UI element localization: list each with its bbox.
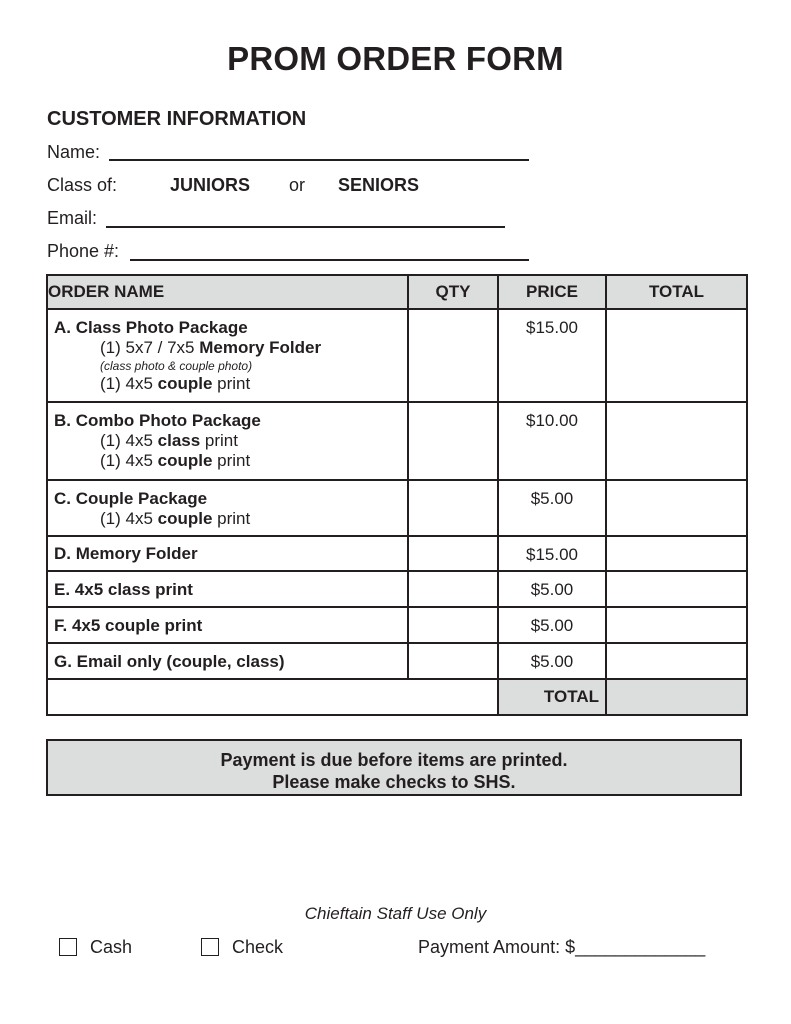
item-name-cell [47, 643, 408, 679]
qty-cell[interactable] [408, 536, 498, 571]
table-row [47, 643, 747, 679]
item-title: G. Email only (couple, class) [54, 652, 285, 671]
price-cell: $5.00 [498, 571, 606, 607]
price-cell: $5.00 [498, 480, 606, 536]
class-label: Class of: [47, 175, 118, 195]
qty-cell[interactable] [408, 607, 498, 643]
table-row [47, 571, 747, 607]
staff-use-heading: Chieftain Staff Use Only [304, 904, 487, 923]
total-cell[interactable] [606, 643, 747, 679]
item-note: (class photo & couple photo) [100, 359, 253, 373]
table-row [47, 402, 747, 480]
name-label: Name: [47, 142, 101, 162]
price-cell: $15.00 [498, 536, 606, 571]
cash-label: Cash [90, 937, 133, 957]
item-title: C. Couple Package [54, 489, 208, 508]
email-field[interactable] [106, 226, 505, 228]
item-line: (1) 4x5 couple print [100, 451, 251, 470]
item-line: (1) 5x7 / 7x5 Memory Folder [100, 338, 322, 357]
order-table [46, 274, 748, 716]
price-cell: $5.00 [498, 643, 606, 679]
grand-total-cell[interactable] [606, 679, 747, 715]
item-name-cell [47, 309, 408, 402]
grand-total-label: TOTAL [498, 679, 606, 715]
qty-cell[interactable] [408, 643, 498, 679]
table-row [47, 536, 747, 571]
total-cell[interactable] [606, 402, 747, 480]
page-title: PROM ORDER FORM [227, 40, 564, 77]
total-cell[interactable] [606, 607, 747, 643]
header-order-name: ORDER NAME [47, 275, 408, 309]
total-cell[interactable] [606, 536, 747, 571]
seniors-option[interactable]: SENIORS [338, 175, 420, 195]
phone-label: Phone #: [47, 241, 120, 261]
cash-checkbox[interactable] [59, 938, 77, 956]
total-row-blank [47, 679, 498, 715]
header-price: PRICE [498, 275, 606, 309]
item-name-cell [47, 571, 408, 607]
table-row [47, 480, 747, 536]
qty-cell[interactable] [408, 402, 498, 480]
item-name-cell [47, 402, 408, 480]
total-cell[interactable] [606, 480, 747, 536]
item-line: (1) 4x5 couple print [100, 374, 251, 393]
payment-notice [46, 739, 742, 796]
total-row [47, 679, 747, 715]
item-title: D. Memory Folder [54, 544, 198, 563]
item-name-cell [47, 607, 408, 643]
total-cell[interactable] [606, 309, 747, 402]
customer-information-heading: CUSTOMER INFORMATION [47, 108, 307, 130]
class-or-text: or [289, 175, 306, 195]
juniors-option[interactable]: JUNIORS [170, 175, 251, 195]
payment-notice-line-1: Payment is due before items are printed. [220, 750, 568, 770]
item-line: (1) 4x5 class print [100, 431, 238, 450]
item-title: F. 4x5 couple print [54, 616, 203, 635]
check-label: Check [232, 937, 284, 957]
qty-cell[interactable] [408, 309, 498, 402]
header-total: TOTAL [606, 275, 747, 309]
qty-cell[interactable] [408, 480, 498, 536]
total-cell[interactable] [606, 571, 747, 607]
phone-field[interactable] [130, 259, 529, 261]
item-title: A. Class Photo Package [54, 318, 248, 337]
table-row [47, 309, 747, 402]
price-cell: $10.00 [498, 402, 606, 480]
item-title: B. Combo Photo Package [54, 411, 261, 430]
item-line: (1) 4x5 couple print [100, 509, 251, 528]
item-name-cell [47, 536, 408, 571]
payment-notice-line-2: Please make checks to SHS. [272, 772, 516, 792]
header-qty: QTY [408, 275, 498, 309]
table-row [47, 607, 747, 643]
item-name-cell [47, 480, 408, 536]
table-header-row [47, 275, 747, 309]
price-cell: $15.00 [498, 309, 606, 402]
email-label: Email: [47, 208, 98, 228]
payment-amount-field[interactable]: Payment Amount: $_____________ [418, 937, 706, 957]
price-cell: $5.00 [498, 607, 606, 643]
item-title: E. 4x5 class print [54, 580, 193, 599]
name-field[interactable] [109, 159, 529, 161]
qty-cell[interactable] [408, 571, 498, 607]
check-checkbox[interactable] [201, 938, 219, 956]
